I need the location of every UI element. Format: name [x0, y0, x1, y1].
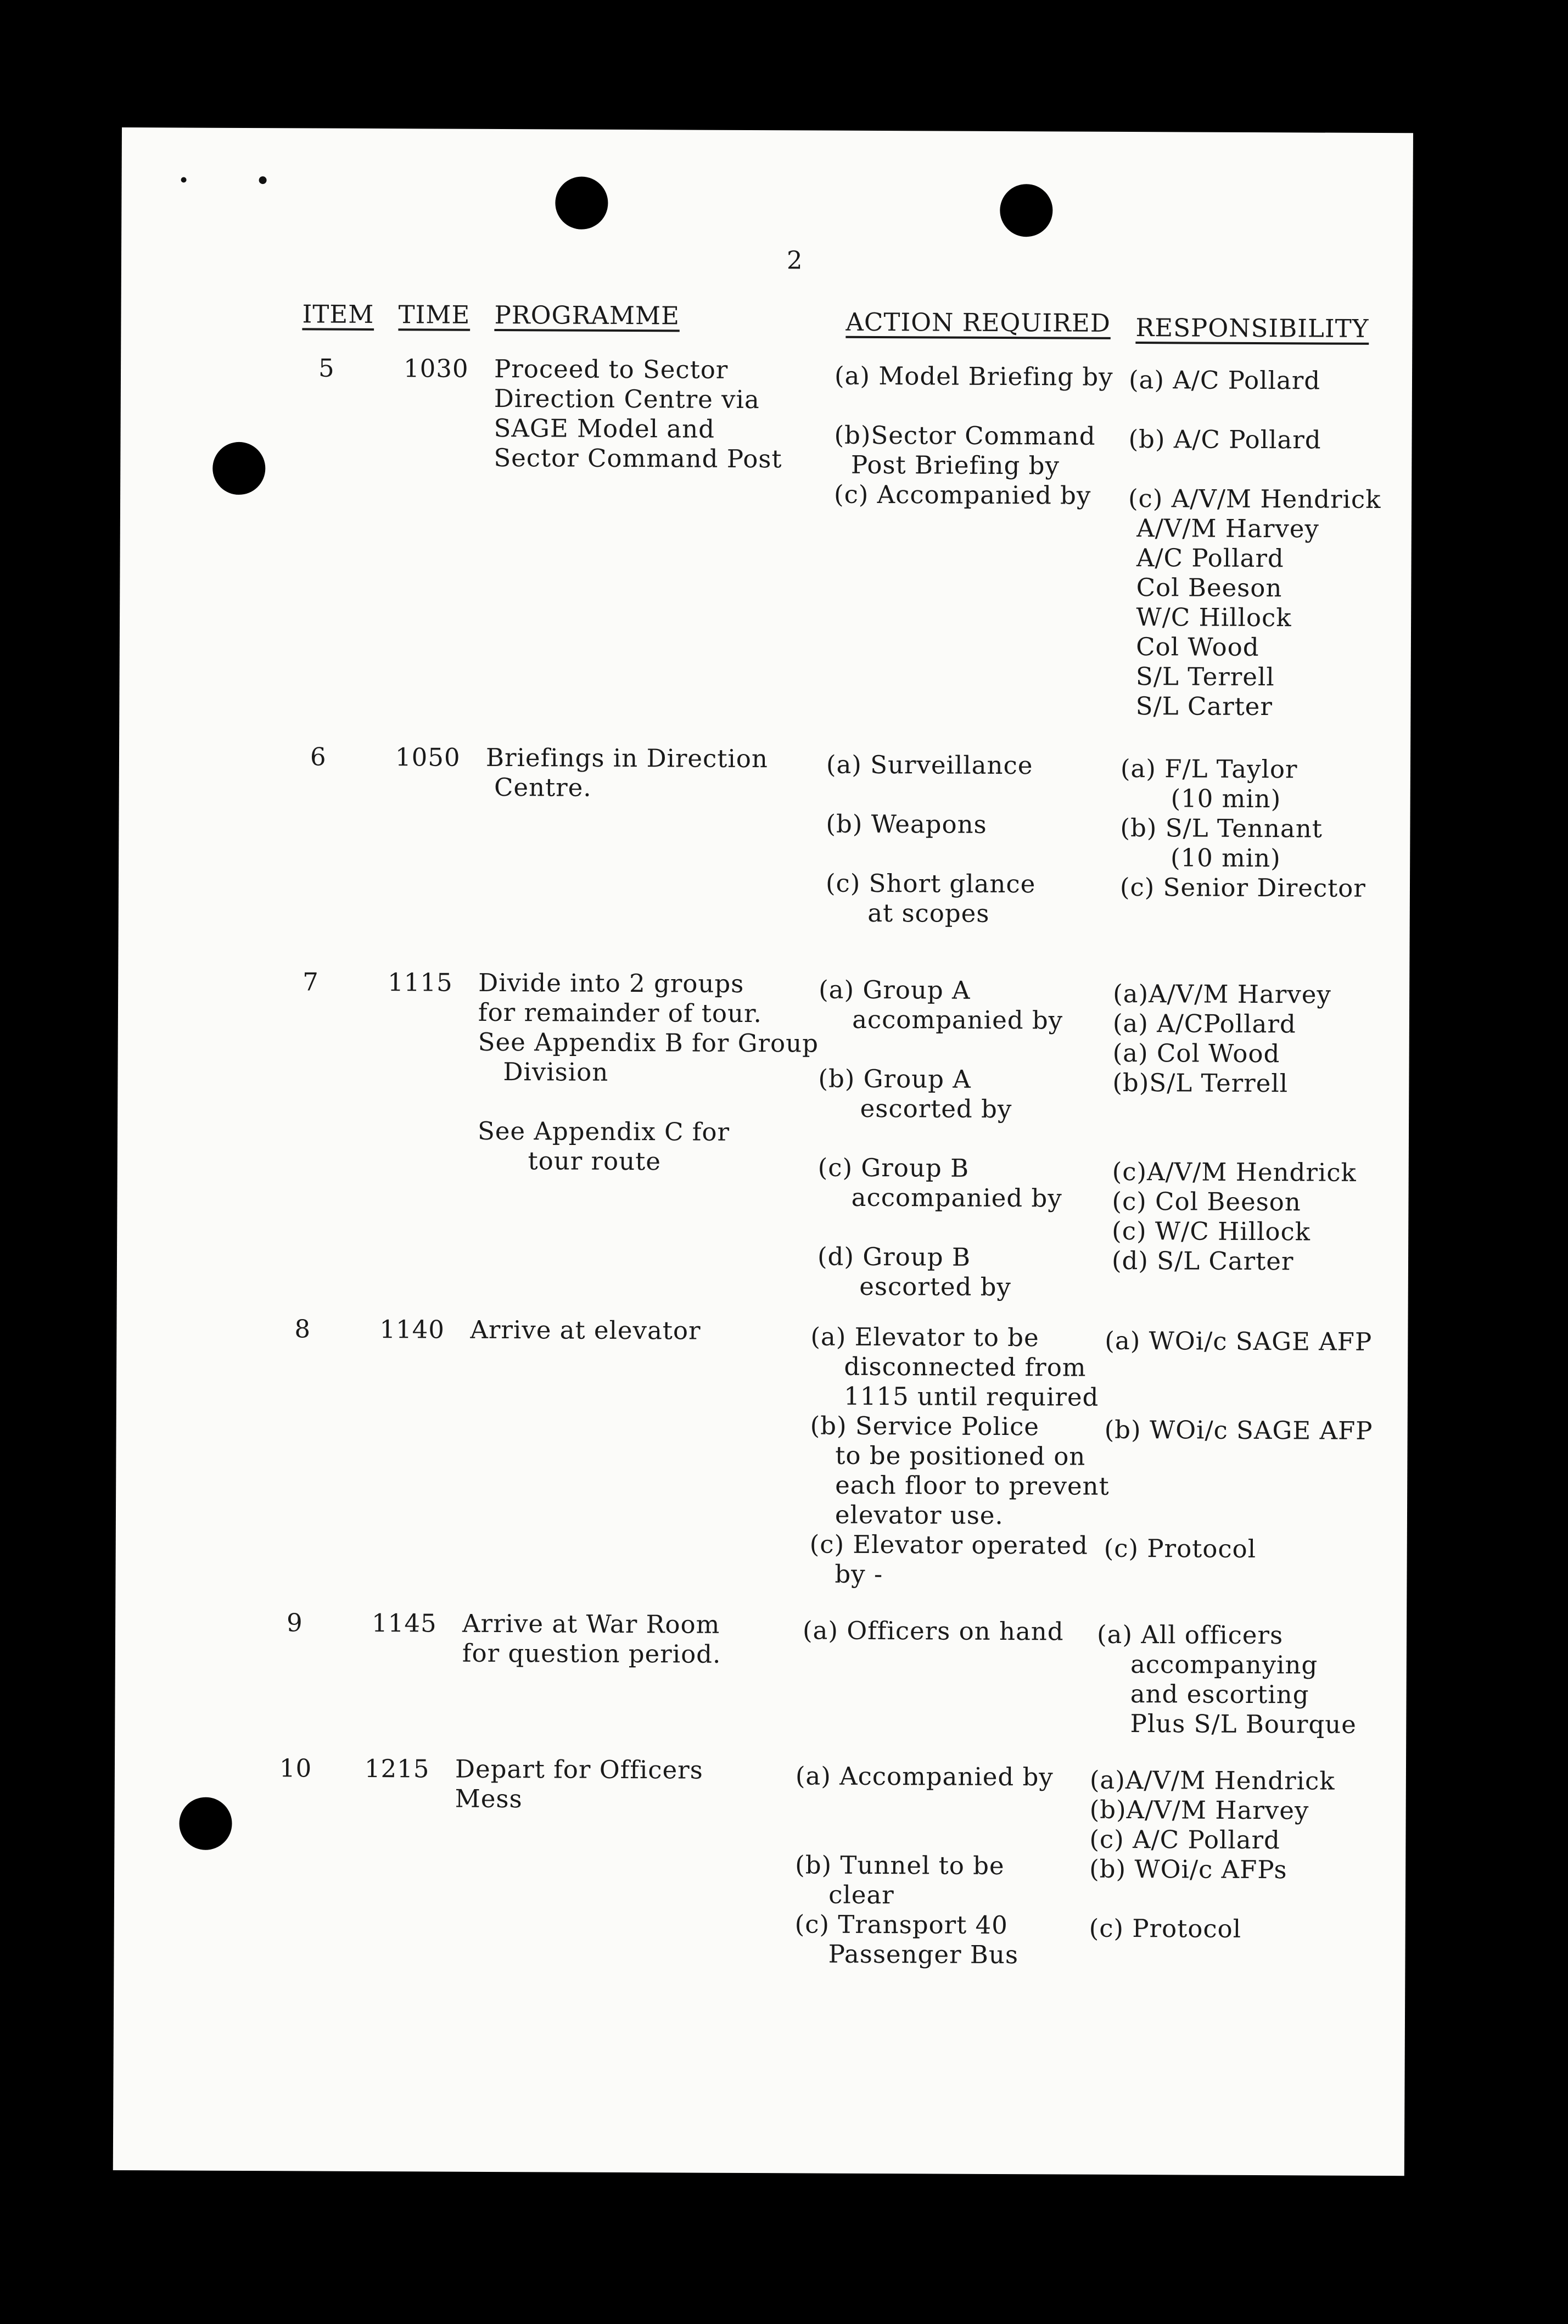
item-number: 7 [303, 967, 319, 997]
responsibility-line: (c) Col Beeson [1112, 1186, 1301, 1217]
header-responsibility: RESPONSIBILITY [1135, 313, 1369, 343]
responsibility-line: (a) F/L Taylor [1120, 753, 1298, 784]
action-line: (c) Group B [817, 1153, 970, 1183]
programme-line: for question period. [462, 1638, 721, 1669]
responsibility-line: (a) All officers [1096, 1619, 1284, 1650]
responsibility-line: Col Beeson [1128, 573, 1283, 603]
item-time: 1050 [395, 742, 461, 772]
header-time: TIME [398, 300, 471, 329]
item-number: 5 [318, 353, 335, 383]
action-line: (a) Officers on hand [802, 1616, 1064, 1646]
responsibility-line: (a) A/C Pollard [1128, 365, 1321, 395]
action-line: (c) Transport 40 [794, 1909, 1008, 1940]
responsibility-line: accompanying [1096, 1649, 1318, 1680]
responsibility-line: Col Wood [1127, 632, 1259, 662]
responsibility-line: (b) WOi/c SAGE AFP [1104, 1415, 1373, 1445]
responsibility-line: S/L Terrell [1127, 662, 1275, 692]
action-line: Passenger Bus [794, 1939, 1019, 1970]
programme-line: Mess [455, 1784, 523, 1814]
action-line: (a) Model Briefing by [834, 361, 1113, 392]
programme-line: Depart for Officers [455, 1754, 703, 1785]
binder-hole [212, 442, 265, 495]
action-line: at scopes [825, 898, 990, 928]
action-line: (c) Accompanied by [833, 479, 1091, 510]
action-line: each floor to prevent [810, 1470, 1110, 1501]
programme-line: Arrive at elevator [470, 1315, 701, 1345]
responsibility-line: Plus S/L Bourque [1096, 1708, 1357, 1739]
responsibility-line: (c) W/C Hillock [1112, 1216, 1311, 1247]
responsibility-line: (b)A/V/M Harvey [1089, 1795, 1309, 1825]
item-time: 1030 [403, 354, 469, 383]
responsibility-line: (c) A/C Pollard [1089, 1824, 1281, 1855]
speck [181, 177, 187, 182]
action-line: Post Briefing by [834, 450, 1060, 481]
responsibility-line: A/C Pollard [1128, 543, 1284, 573]
action-line: (b) Weapons [826, 809, 987, 839]
responsibility-line: (c) A/V/M Hendrick [1128, 484, 1381, 515]
action-line: (b) Tunnel to be [795, 1850, 1005, 1881]
responsibility-line: (b) WOi/c AFPs [1089, 1854, 1287, 1885]
responsibility-line: (c) Protocol [1104, 1533, 1257, 1564]
responsibility-line: (a) WOi/c SAGE AFP [1105, 1326, 1373, 1356]
programme-line: SAGE Model and [494, 413, 715, 444]
page-number: 2 [786, 245, 803, 275]
item-time: 1215 [364, 1753, 430, 1784]
binder-hole [179, 1797, 232, 1850]
responsibility-line: (b) A/C Pollard [1128, 424, 1321, 455]
responsibility-line: (a)A/V/M Harvey [1113, 979, 1331, 1009]
responsibility-line: (a)A/V/M Hendrick [1089, 1765, 1335, 1796]
responsibility-line: (c)A/V/M Hendrick [1112, 1157, 1357, 1187]
responsibility-line: (10 min) [1120, 783, 1281, 814]
responsibility-line: (d) S/L Carter [1111, 1245, 1294, 1276]
responsibility-line: (a) A/CPollard [1112, 1008, 1296, 1039]
item-time: 1115 [388, 968, 453, 997]
responsibility-line: A/V/M Harvey [1128, 513, 1320, 544]
speck [259, 176, 267, 184]
action-line: by - [809, 1559, 883, 1589]
responsibility-line: (10 min) [1120, 842, 1281, 873]
responsibility-line: (c) Senior Director [1119, 872, 1366, 903]
action-line: disconnected from [810, 1351, 1087, 1382]
action-line: elevator use. [809, 1500, 1004, 1530]
item-time: 1145 [372, 1608, 437, 1638]
action-line: (b)Sector Command [834, 420, 1096, 451]
action-line: (b) Group A [818, 1064, 971, 1094]
action-line: (c) Elevator operated [809, 1529, 1088, 1560]
item-number: 6 [310, 742, 327, 772]
programme-line: Proceed to Sector [494, 354, 729, 384]
header-item: ITEM [302, 299, 374, 329]
action-line: accompanied by [818, 1004, 1063, 1035]
programme-line: See Appendix B for Group [478, 1027, 819, 1058]
programme-line: Briefings in Direction [485, 742, 769, 774]
responsibility-line: (c) Protocol [1089, 1913, 1242, 1943]
action-line: (a) Surveillance [826, 750, 1033, 780]
action-line: (c) Short glance [825, 868, 1036, 899]
item-number: 8 [294, 1314, 311, 1344]
programme-line: Divide into 2 groups [478, 968, 744, 998]
programme-line: Sector Command Post [494, 443, 782, 474]
responsibility-line: S/L Carter [1127, 691, 1273, 722]
header-programme: PROGRAMME [494, 300, 680, 331]
document-page [113, 127, 1413, 2176]
programme-line: tour route [477, 1146, 662, 1176]
header-action-required: ACTION REQUIRED [845, 307, 1111, 338]
responsibility-line: W/C Hillock [1128, 602, 1292, 633]
action-line: (a) Group A [819, 975, 971, 1005]
responsibility-line: (b) S/L Tennant [1120, 813, 1323, 843]
item-number: 10 [279, 1753, 312, 1783]
action-line: (b) Service Police [810, 1411, 1040, 1442]
responsibility-line: and escorting [1096, 1679, 1309, 1710]
responsibility-line: (b)S/L Terrell [1112, 1068, 1289, 1098]
action-line: accompanied by [817, 1182, 1062, 1213]
programme-line: Centre. [485, 772, 592, 802]
item-number: 9 [287, 1608, 303, 1638]
action-line: escorted by [818, 1093, 1012, 1124]
action-line: to be positioned on [810, 1440, 1086, 1471]
action-line: clear [794, 1880, 894, 1910]
responsibility-line: (a) Col Wood [1112, 1038, 1280, 1069]
programme-line: for remainder of tour. [478, 997, 763, 1029]
action-line: (a) Elevator to be [810, 1322, 1039, 1353]
action-line: (d) Group B [817, 1242, 971, 1272]
action-line: escorted by [817, 1271, 1012, 1302]
action-line: (a) Accompanied by [795, 1761, 1054, 1792]
programme-line: Arrive at War Room [462, 1608, 720, 1639]
item-time: 1140 [379, 1315, 445, 1344]
action-line: 1115 until required [810, 1381, 1099, 1412]
binder-hole [1000, 184, 1052, 237]
binder-hole [555, 176, 608, 229]
programme-line: See Appendix C for [477, 1116, 730, 1147]
programme-line: Division [478, 1057, 609, 1087]
programme-line: Direction Centre via [494, 383, 760, 415]
